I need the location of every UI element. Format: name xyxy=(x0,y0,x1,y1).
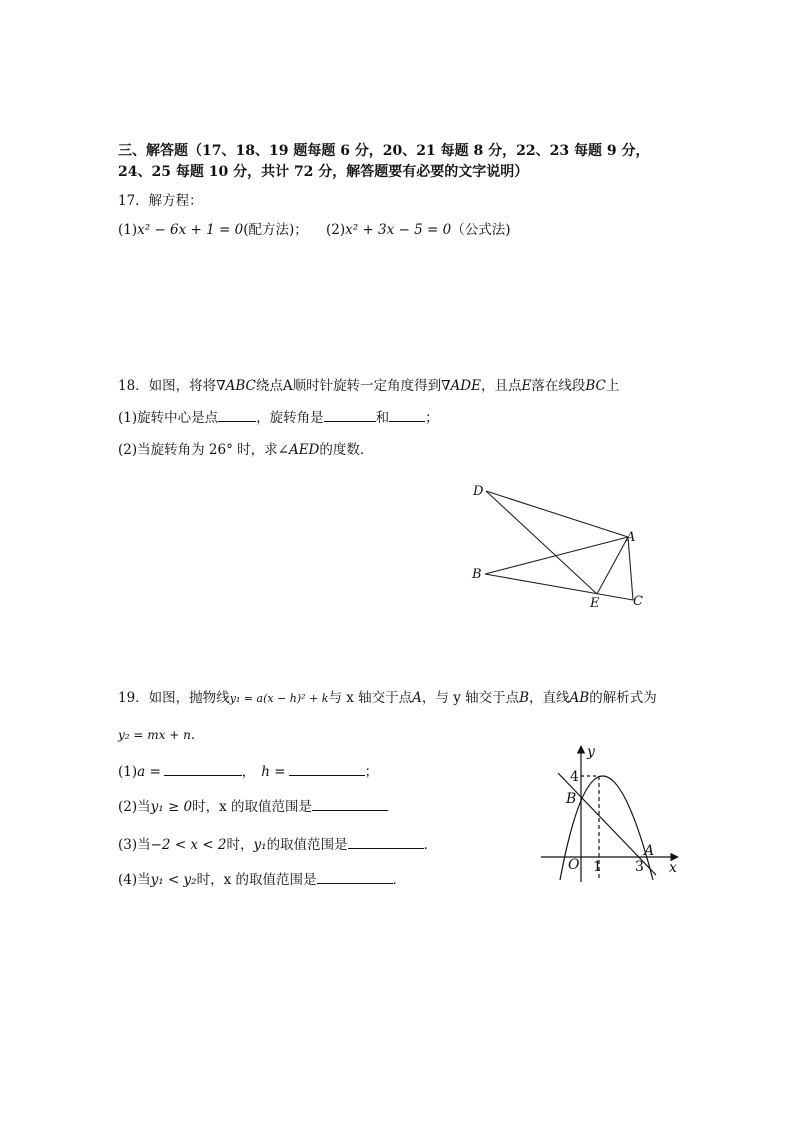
segment-bc xyxy=(485,574,633,600)
q18-title-text-d: 落在线段 xyxy=(531,378,586,394)
q18-part2 xyxy=(118,438,373,458)
q19-part1 xyxy=(118,760,378,780)
segment-da xyxy=(486,491,628,537)
q19-part3-text-c: 的取值范围是 xyxy=(266,837,348,853)
label-four: 4 xyxy=(570,769,579,785)
q18-blank-center[interactable] xyxy=(218,407,256,422)
q19-part1-a-label: a = xyxy=(137,764,161,780)
label-three: 3 xyxy=(635,859,644,875)
q19-blank-part3[interactable] xyxy=(348,834,424,849)
label-a: A xyxy=(626,530,636,545)
q17-part1 xyxy=(118,218,308,238)
q17-part1-equation: x² − 6x + 1 = 0 xyxy=(137,222,244,238)
label-x-axis: x xyxy=(669,860,677,876)
q19-part3-y1: y₁ xyxy=(253,837,267,853)
q19-point-b: B xyxy=(519,690,530,706)
q18-title xyxy=(118,374,619,394)
q19-part1-separator: ， xyxy=(241,764,256,780)
q19-title xyxy=(118,686,657,706)
q19-line-equation-end: ． xyxy=(190,727,205,743)
q17-part2 xyxy=(326,218,511,238)
q19-part2 xyxy=(118,795,388,815)
q18-rotation-figure xyxy=(466,478,652,614)
q18-title-text-c: ，且点 xyxy=(480,378,522,394)
q18-point-e: E xyxy=(521,378,532,394)
label-b: B xyxy=(472,567,482,582)
q19-blank-part2[interactable] xyxy=(312,796,388,811)
label-one: 1 xyxy=(593,859,602,875)
q18-title-text-e: 上 xyxy=(605,378,620,394)
q18-triangle-ade: ∇ADE xyxy=(441,378,481,394)
q19-part1-number: (1) xyxy=(118,764,138,780)
q18-blank-angle-2[interactable] xyxy=(389,407,425,422)
q19-part1-end: ； xyxy=(364,764,379,780)
segment-ae xyxy=(597,537,628,594)
q19-title-text-b: 与 x 轴交于点 xyxy=(328,690,413,706)
q18-part2-text-a: (2)当旋转角为 26° 时，求 xyxy=(118,442,278,458)
q19-part3-text-a: (3)当 xyxy=(118,837,151,853)
q19-part3-text-b: 时， xyxy=(226,837,254,853)
q19-point-a: A xyxy=(412,690,422,706)
q18-segment-bc: BC xyxy=(585,378,606,394)
segment-ac xyxy=(628,537,633,600)
q19-parabola-formula: y₁ = a(x − h)² + k xyxy=(229,692,329,705)
q17-title: 17．解方程： xyxy=(118,193,203,209)
label-y-axis: y xyxy=(587,744,595,760)
label-e: E xyxy=(590,596,600,611)
q19-blank-a[interactable] xyxy=(164,761,242,776)
label-origin: O xyxy=(568,857,580,873)
q19-title-text-e: 的解析式为 xyxy=(589,690,657,706)
q19-part1-h-label: h = xyxy=(261,764,286,780)
q18-part1 xyxy=(118,406,439,426)
q19-part2-condition: y₁ ≥ 0 xyxy=(150,799,193,815)
label-b: B xyxy=(566,791,577,807)
q18-part1-text-d: ； xyxy=(425,410,439,426)
label-d: D xyxy=(473,484,484,499)
q19-part2-text-a: (2)当 xyxy=(118,799,151,815)
section-heading-line-2: 24、25 每题 10 分，共计 72 分，解答题要有必要的文字说明） xyxy=(118,164,529,180)
q18-part1-text-b: ，旋转角是 xyxy=(256,410,324,426)
q17-part2-number: (2) xyxy=(326,222,346,238)
q18-blank-angle-1[interactable] xyxy=(324,407,376,422)
q18-triangle-abc: ∇ABC xyxy=(216,378,256,394)
q19-line-ab: AB xyxy=(569,690,590,706)
q19-part2-text-b: 时，x 的取值范围是 xyxy=(192,799,313,815)
q19-blank-h[interactable] xyxy=(289,761,365,776)
q18-part2-text-b: 的度数． xyxy=(319,442,374,458)
segment-ba xyxy=(485,537,628,574)
label-c: C xyxy=(633,594,643,609)
q19-part3-condition: −2 < x < 2 xyxy=(150,837,227,853)
q19-part4 xyxy=(118,868,406,888)
segment-de xyxy=(486,491,597,594)
q19-title-text-c: ，与 y 轴交于点 xyxy=(421,690,520,706)
q19-part3-end: ． xyxy=(423,837,438,853)
q19-part4-condition: y₁ < y₂ xyxy=(150,872,197,888)
q19-parabola-figure xyxy=(535,740,695,890)
q19-blank-part4[interactable] xyxy=(317,869,393,884)
q17-part2-equation: x² + 3x − 5 = 0 xyxy=(345,222,452,238)
q18-title-text-b: 绕点A顺时针旋转一定角度得到 xyxy=(255,378,442,394)
q18-part1-text-c: 和 xyxy=(375,410,390,426)
q19-part4-end: ． xyxy=(392,872,407,888)
q19-part3 xyxy=(118,833,437,853)
q18-title-text-a: 18．如图，将将 xyxy=(118,378,217,394)
q17-part1-number: (1) xyxy=(118,222,138,238)
label-a: A xyxy=(644,843,655,859)
q19-title-text-d: ，直线 xyxy=(529,690,570,706)
q19-line-equation xyxy=(118,723,204,743)
q17-part1-method: (配方法)； xyxy=(243,222,308,238)
q18-part1-text-a: (1)旋转中心是点 xyxy=(118,410,219,426)
q19-part4-text-b: 时，x 的取值范围是 xyxy=(196,872,317,888)
section-heading-line-1: 三、解答题（17、18、19 题每题 6 分，20、21 每题 8 分，22、23 每题 9 分， xyxy=(118,143,650,159)
q19-line-formula: y₂ = mx + n xyxy=(118,728,191,742)
q18-angle-aed: ∠AED xyxy=(277,442,320,458)
q17-part2-method: （公式法) xyxy=(451,222,511,238)
q19-title-text-a: 19．如图，抛物线 xyxy=(118,690,230,706)
q19-part4-text-a: (4)当 xyxy=(118,872,151,888)
